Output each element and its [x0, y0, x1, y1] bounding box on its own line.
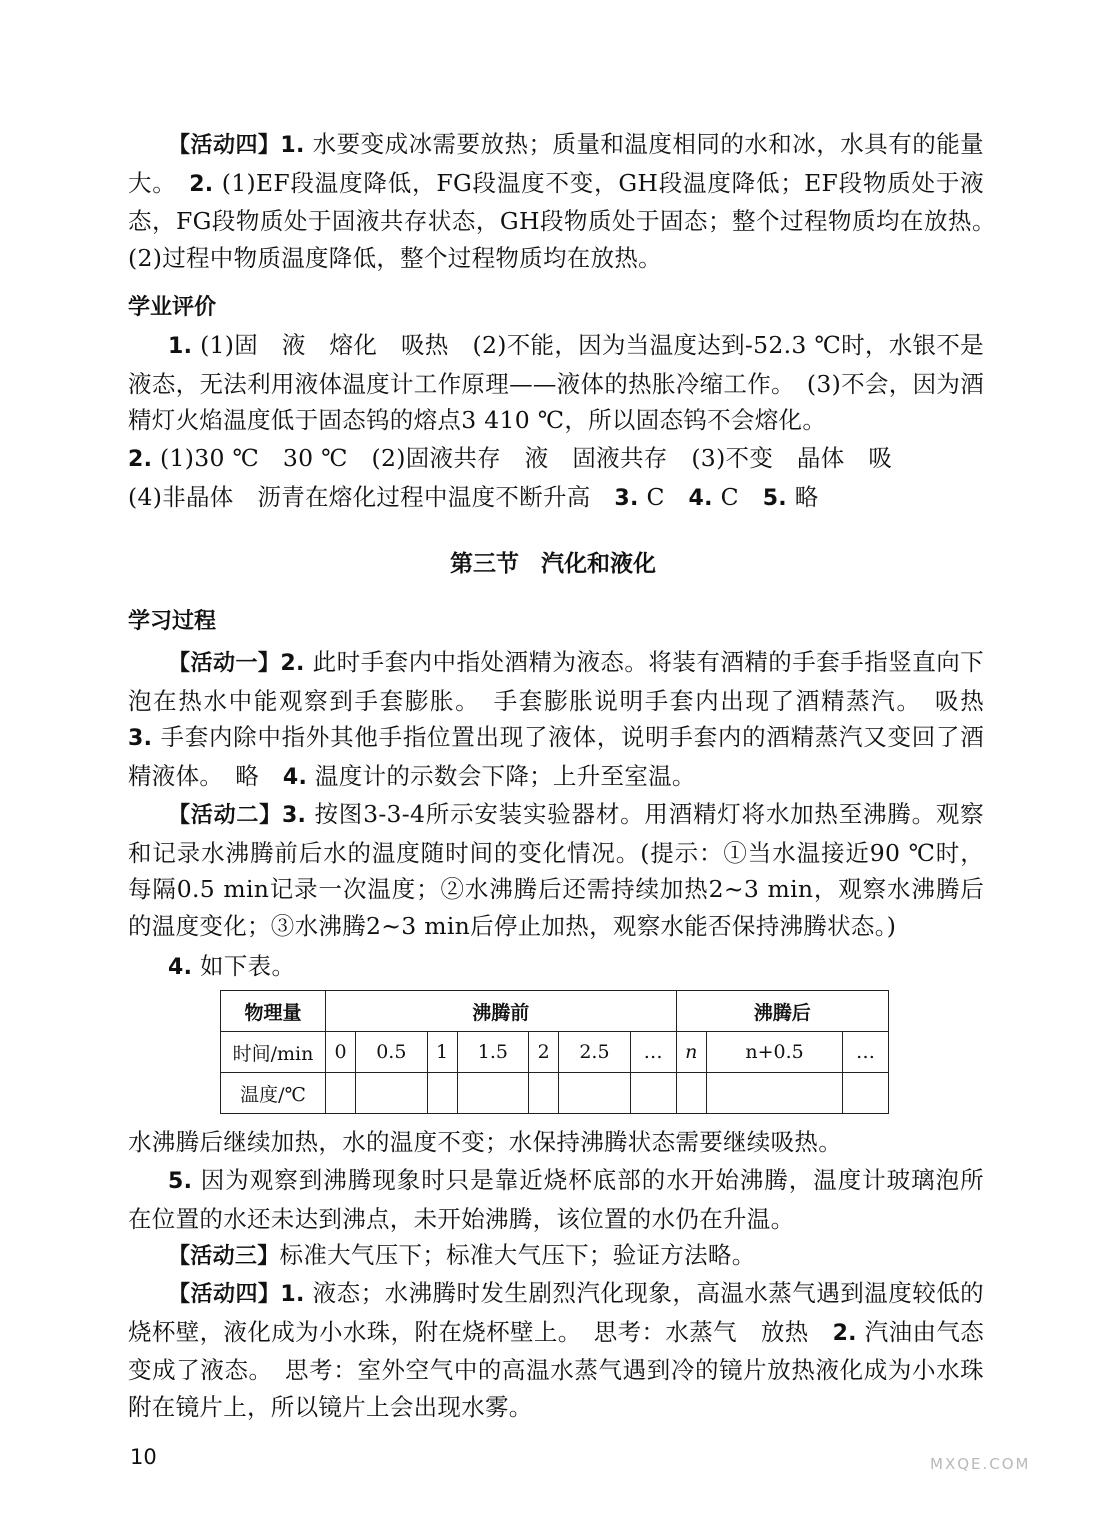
table-cell-empty [457, 1073, 529, 1114]
heading-assessment: 学业评价 [128, 295, 217, 320]
table-cell-empty [676, 1073, 706, 1114]
table-row [221, 1032, 889, 1073]
table-header-cell: 物理量 [221, 991, 326, 1032]
table-cell-empty [843, 1073, 889, 1114]
assessment-q1 [128, 327, 984, 439]
table-header-cell: 沸腾后 [676, 991, 888, 1032]
answer-text: 水沸腾后继续加热，水的温度不变；水保持沸腾状态需要继续吸热。 [128, 1128, 842, 1156]
item-number: 1. [280, 133, 305, 158]
item-number: 5. [762, 485, 787, 511]
item-number: 2. [189, 171, 214, 197]
activity-tag: 【活动四】 [168, 133, 281, 158]
boiling-data-table [220, 990, 889, 1114]
activity-tag: 【活动一】 [168, 651, 281, 676]
activity4-block [128, 126, 1008, 276]
answer-text: 标准大气压下；标准大气压下；验证方法略。 [279, 1241, 756, 1269]
table-cell-empty [326, 1073, 356, 1114]
answer-text: 温度计的示数会下降；上升至室温。 [314, 761, 696, 790]
assessment-q2-5 [128, 440, 984, 517]
answer-text: 按图3-3-4所示安装实验器材。用酒精灯将水加热至沸腾。观察和记录水沸腾前后水的温度随时间的变化情况。(提示：①当水温接近90 ℃时，每隔0.5 min记录一次温度；②水沸腾后还需持续加热2~3 min，观察水沸腾后的温度变化；③水沸腾2~3 min后停止加热，观察水能否保持沸腾状态。) [128, 800, 984, 940]
answer-text: 液态；水沸腾时发生剧烈汽化现象，高温水蒸气遇到温度较低的烧杯壁，液化成为小水珠，附在烧杯壁上。 思考：水蒸气 放热 [128, 1279, 984, 1346]
item-number: 4. [168, 955, 193, 980]
answer-text: 如下表。 [200, 952, 296, 980]
table-cell-empty [356, 1073, 428, 1114]
answer-text: (4)非晶体 沥青在熔化过程中温度不断升高 [128, 482, 591, 511]
table-row [221, 1073, 889, 1114]
table-cell: n [676, 1032, 706, 1073]
heading-process: 学习过程 [128, 609, 217, 634]
answer-text: C [720, 482, 739, 511]
section-number: 第三节 [450, 551, 519, 577]
item-number: 3. [128, 726, 153, 751]
answer-text: 汽油由气态变成了液态。 思考：室外空气中的高温水蒸气遇到冷的镜片放热液化成为小水珠附在镜片上，所以镜片上会出现水雾。 [128, 1317, 985, 1421]
answer-text: 水要变成冰需要放热；质量和温度相同的水和冰，水具有的能量大。 [128, 130, 984, 197]
activity2-item5 [128, 1162, 984, 1237]
activity2-block [128, 796, 984, 944]
table-cell-empty [630, 1073, 676, 1114]
item-number: 4. [282, 764, 308, 790]
table-cell-empty [529, 1073, 559, 1114]
answer-text: (1)EF段温度降低，FG段温度不变，GH段温度降低；EF段物质处于液态，FG段物质处于固液共存状态，GH段物质处于固态；整个过程物质均在放热。 (2)过程中物质温度降低，整个过程物质均在放热。 [128, 168, 1008, 272]
item-number: 4. [688, 485, 713, 511]
activity-tag: 【活动三】 [168, 1244, 280, 1269]
section-title [0, 545, 1106, 578]
section-name: 汽化和液化 [541, 551, 656, 577]
activity-tag: 【活动四】 [168, 1282, 281, 1307]
item-number: 2. [832, 1320, 857, 1346]
watermark: MXQE.COM [930, 1455, 1031, 1473]
table-cell: 时间/min [221, 1032, 326, 1073]
item-number: 5. [168, 1169, 193, 1194]
answer-text: C [646, 482, 665, 511]
after-table-text [128, 1124, 984, 1161]
item-number: 3. [614, 485, 639, 511]
table-header-row [221, 991, 889, 1032]
table-cell: 1 [427, 1032, 457, 1073]
answer-text: (1)30 ℃ 30 ℃ (2)固液共存 液 固液共存 (3)不变 晶体 吸 [160, 444, 893, 472]
table-cell-empty [559, 1073, 631, 1114]
table-cell-empty [427, 1073, 457, 1114]
table-cell: 温度/℃ [221, 1073, 326, 1114]
item-number: 3. [281, 803, 307, 828]
table-cell-empty [706, 1073, 842, 1114]
activity4-block-2 [128, 1275, 984, 1425]
page-number: 10 [130, 1445, 157, 1469]
answer-text: (1)固 液 熔化 吸热 (2)不能，因为当温度达到-52.3 ℃时，水银不是液态，无法利用液体温度计工作原理——液体的热胀冷缩工作。 (3)不会，因为酒精灯火焰温度低于固态钨的熔点3 410 ℃，所以固态钨不会熔化。 [128, 331, 984, 434]
table-header-cell: 沸腾前 [326, 991, 677, 1032]
table-cell: 2 [529, 1032, 559, 1073]
table-cell: … [630, 1032, 676, 1073]
table-cell: 0 [326, 1032, 356, 1073]
item-number: 2. [280, 651, 305, 676]
table-cell: 1.5 [457, 1032, 529, 1073]
table-cell: … [843, 1032, 889, 1073]
answer-text: 略 [794, 482, 819, 511]
item-number: 1. [280, 1282, 305, 1307]
table-cell: n+0.5 [706, 1032, 842, 1073]
table-cell: 0.5 [356, 1032, 428, 1073]
activity3-block [128, 1237, 984, 1276]
table-cell: 2.5 [559, 1032, 631, 1073]
activity1-block [128, 644, 984, 796]
item-number: 1. [168, 334, 193, 359]
answer-text: 手套内除中指外其他手指位置出现了液体，说明手套内的酒精蒸汽又变回了酒精液体。 略 [128, 723, 984, 790]
item-number: 2. [128, 447, 153, 472]
activity2-item4 [128, 948, 984, 987]
answer-text: 此时手套内中指处酒精为液态。将装有酒精的手套手指竖直向下泡在热水中能观察到手套膨胀。 手套膨胀说明手套内出现了酒精蒸汽。 吸热 [128, 648, 984, 715]
answer-text: 因为观察到沸腾现象时只是靠近烧杯底部的水开始沸腾，温度计玻璃泡所在位置的水还未达到沸点，未开始沸腾，该位置的水仍在升温。 [128, 1166, 984, 1233]
activity-tag: 【活动二】 [168, 803, 282, 828]
